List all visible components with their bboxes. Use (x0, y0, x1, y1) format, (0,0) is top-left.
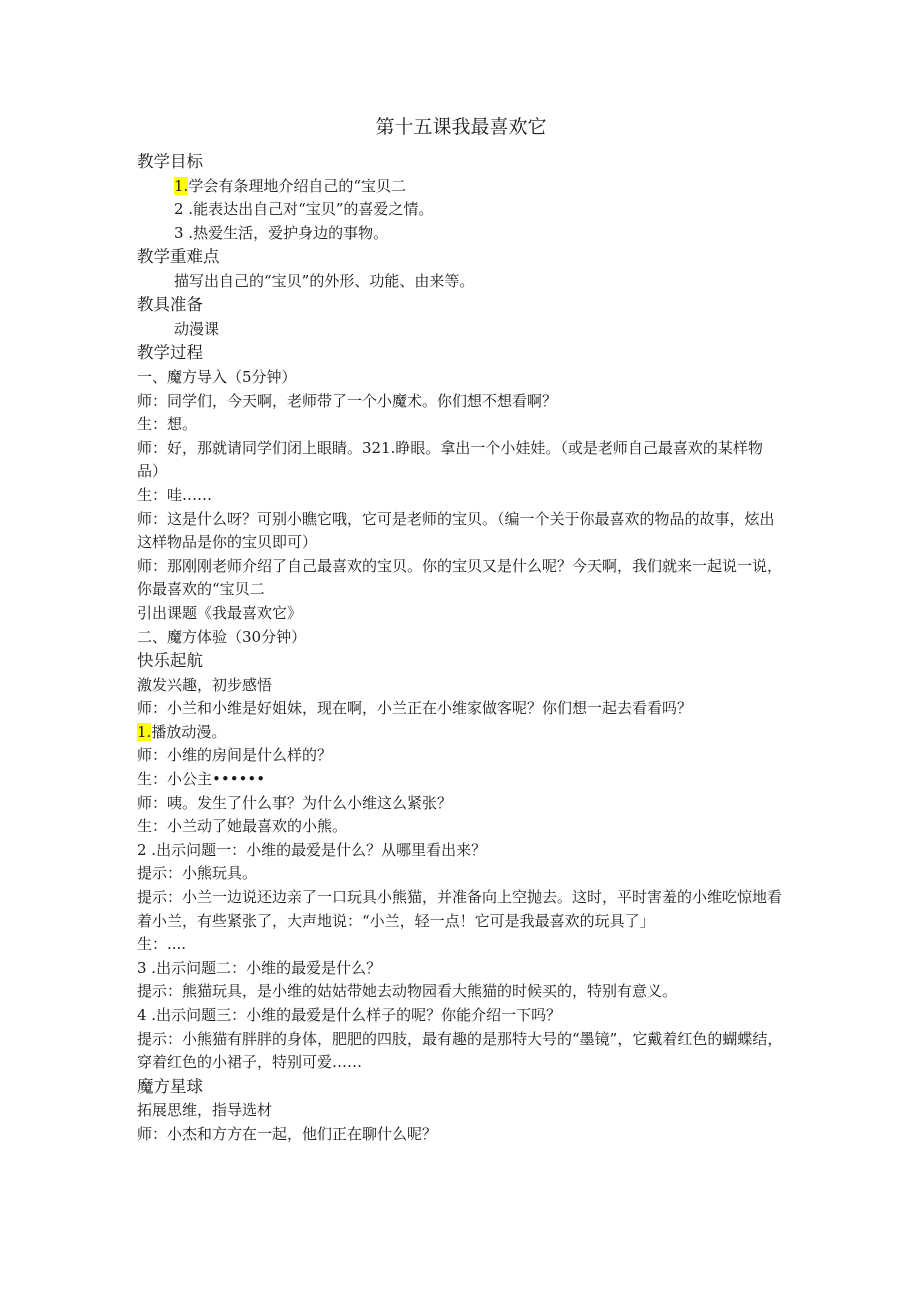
process-line: 师：咦。发生了什么事？为什么小维这么紧张？ (137, 793, 453, 812)
process-paragraph: 师：那刚刚老师介绍了自己最喜欢的宝贝。你的宝贝又是什么呢？今天啊，我们就来一起说一说，你最喜欢的“宝贝二 (137, 556, 783, 599)
process-line: 生：哇…… (137, 485, 213, 504)
step-1-number: 1. (137, 722, 152, 741)
objective-1 (137, 175, 785, 199)
process-line: 提示：小熊玩具。 (137, 864, 258, 883)
process-line: 4 .出示问题三：小维的最爱是什么样子的呢？你能介绍一下吗？ (137, 1005, 562, 1024)
process-line: 生：.... (137, 935, 187, 954)
document-page (137, 112, 785, 1146)
process-line: 3 .出示问题二：小维的最爱是什么？ (137, 958, 382, 977)
process-line: 二、魔方体验（30分钟） (137, 627, 307, 646)
process-line: 提示：熊猫玩具，是小维的姑姑带她去动物园看大熊猫的时候买的，特别有意义。 (137, 982, 678, 1001)
process-line: 一、魔方导入（5分钟） (137, 367, 297, 386)
process-heading: 教学过程 (137, 343, 203, 363)
process-line: 师：小维的房间是什么样的？ (137, 746, 333, 765)
process-paragraph: 提示：小兰一边说还边亲了一口玩具小熊猫，并准备向上空抛去。这时，平时害羞的小维吃惊地看着小兰，有些紧张了，大声地说：“小兰，轻一点！它可是我最喜欢的玩具了」 (137, 887, 783, 930)
section-heading: 魔方星球 (137, 1076, 203, 1096)
process-line: 师：小杰和方方在一起，他们正在聊什么呢？ (137, 1124, 438, 1143)
process-paragraph: 提示：小熊猫有胖胖的身体，肥肥的四肢，最有趣的是那特大号的“墨镜”，它戴着红色的蝴蝶结，穿着红色的小裙子，特别可爱…… (137, 1029, 783, 1072)
objective-1-text: 学会有条理地介绍自己的“宝贝二 (188, 176, 406, 195)
key-points-heading: 教学重难点 (137, 247, 220, 267)
process-line: 引出课题《我最喜欢它》 (137, 603, 303, 622)
process-line: 2 .出示问题一：小维的最爱是什么？从哪里看出来？ (137, 840, 487, 859)
process-line-highlighted (137, 721, 785, 745)
process-line: 拓展思维，指导选材 (137, 1101, 273, 1120)
objective-3: 3 .热爱生活，爱护身边的事物。 (174, 223, 389, 242)
process-line: 生：想。 (137, 415, 198, 434)
key-points-text: 描写出自己的“宝贝”的外形、功能、由来等。 (174, 271, 475, 290)
document-title: 第十五课我最喜欢它 (375, 116, 547, 138)
process-line: 激发兴趣，初步感悟 (137, 675, 273, 694)
materials-heading: 教具准备 (137, 295, 203, 315)
materials-text: 动漫课 (174, 319, 220, 338)
process-line: 师：小兰和小维是好姐妹，现在啊，小兰正在小维家做客呢？你们想一起去看看吗？ (137, 699, 693, 718)
process-paragraph: 师：这是什么呀？可别小瞧它哦，它可是老师的宝贝。（编一个关于你最喜欢的物品的故事，炫出这样物品是你的宝贝即可） (137, 509, 775, 552)
process-paragraph: 师：好，那就请同学们闭上眼睛。321.睁眼。拿出一个小娃娃。（或是老师自己最喜欢的某样物品） (137, 438, 763, 481)
objective-1-number: 1. (174, 176, 189, 195)
objectives-heading: 教学目标 (137, 152, 203, 171)
process-line: 生：小兰动了她最喜欢的小熊。 (137, 817, 348, 836)
step-1-text: 播放动漫。 (151, 722, 227, 741)
objective-2: 2 .能表达出自己对“宝贝”的喜爱之情。 (174, 200, 434, 219)
process-line: 师：同学们，今天啊，老师带了一个小魔术。你们想不想看啊？ (137, 391, 558, 410)
process-line: 生：小公主•••••• (137, 769, 266, 788)
section-heading: 快乐起航 (137, 651, 203, 671)
